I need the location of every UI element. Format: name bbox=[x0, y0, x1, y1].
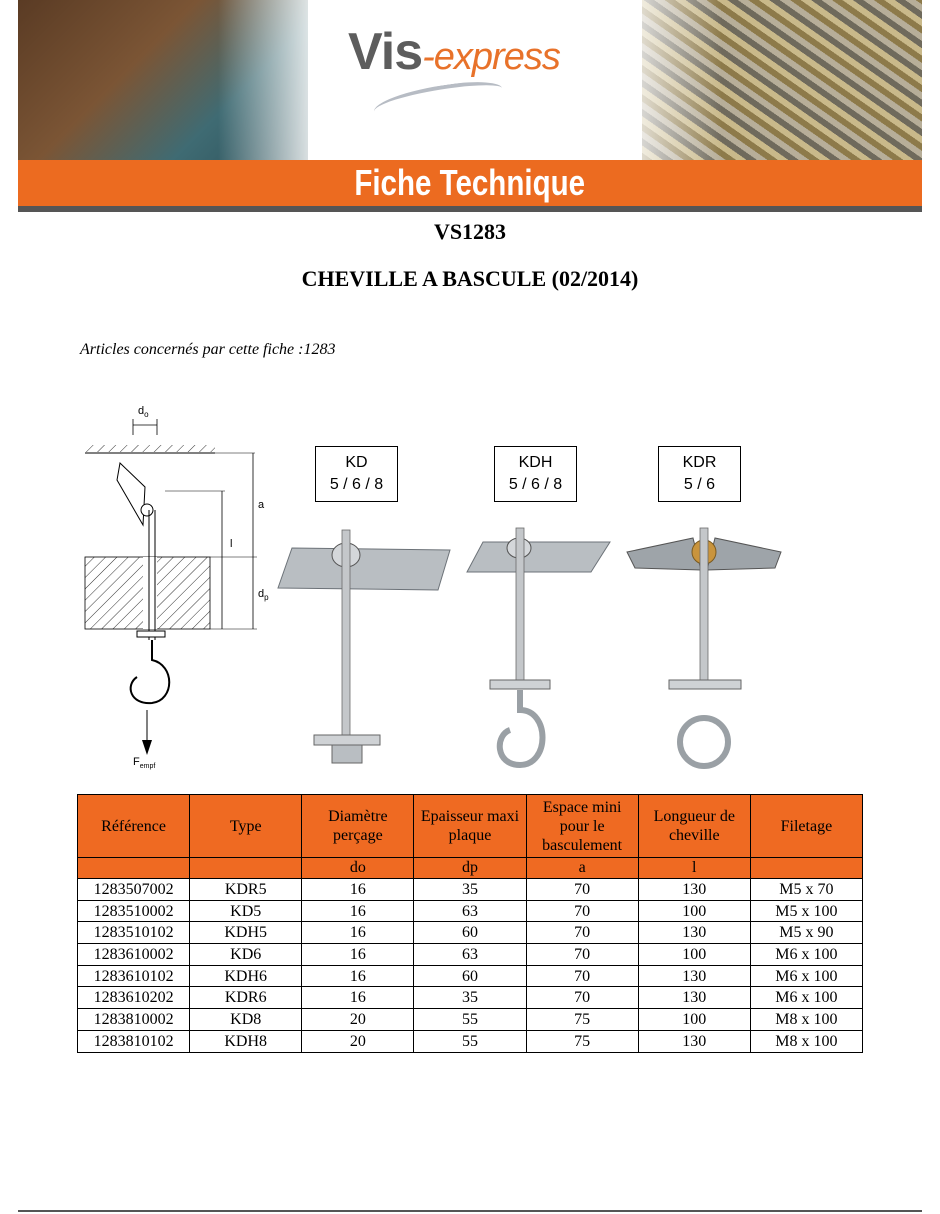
table-cell: 60 bbox=[414, 922, 526, 944]
table-cell: M8 x 100 bbox=[750, 1009, 862, 1031]
col-reference: Référence bbox=[78, 795, 190, 858]
document-title: CHEVILLE A BASCULE (02/2014) bbox=[301, 266, 639, 291]
table-cell: 1283510102 bbox=[78, 922, 190, 944]
table-row bbox=[78, 1009, 863, 1031]
table-cell: 16 bbox=[302, 922, 414, 944]
col-espace: Espace mini pour le basculement bbox=[526, 795, 638, 858]
table-cell: 130 bbox=[638, 879, 750, 901]
table-cell: 100 bbox=[638, 944, 750, 966]
col-longueur: Longueur de cheville bbox=[638, 795, 750, 858]
label-a: a bbox=[258, 499, 265, 511]
table-cell: 16 bbox=[302, 879, 414, 901]
table-cell: M6 x 100 bbox=[750, 987, 862, 1009]
table-cell: KD5 bbox=[190, 900, 302, 922]
table-cell: KDH8 bbox=[190, 1030, 302, 1052]
table-cell: KDH6 bbox=[190, 965, 302, 987]
table-row bbox=[78, 987, 863, 1009]
table-cell: 35 bbox=[414, 879, 526, 901]
table-cell: 130 bbox=[638, 922, 750, 944]
col-filetage: Filetage bbox=[750, 795, 862, 858]
table-cell: 130 bbox=[638, 965, 750, 987]
table-cell: 70 bbox=[526, 900, 638, 922]
table-cell: M6 x 100 bbox=[750, 965, 862, 987]
table-cell: 70 bbox=[526, 965, 638, 987]
table-cell: 70 bbox=[526, 987, 638, 1009]
table-cell: KD6 bbox=[190, 944, 302, 966]
table-cell: 75 bbox=[526, 1030, 638, 1052]
brand-logo: Vis-express bbox=[348, 23, 560, 81]
table-cell: KDR5 bbox=[190, 879, 302, 901]
table-cell: 130 bbox=[638, 987, 750, 1009]
table-cell: 63 bbox=[414, 944, 526, 966]
table-cell: 55 bbox=[414, 1030, 526, 1052]
table-cell: M8 x 100 bbox=[750, 1030, 862, 1052]
product-image-kd bbox=[270, 520, 460, 775]
table-cell: M5 x 100 bbox=[750, 900, 862, 922]
product-image-kdh bbox=[465, 520, 615, 775]
label-dp: $d_p$ bbox=[258, 588, 269, 602]
banner-title: Fiche Technique bbox=[354, 162, 586, 203]
table-cell: 16 bbox=[302, 944, 414, 966]
product-label-kd: KD 5 / 6 / 8 bbox=[315, 446, 398, 502]
specification-table bbox=[77, 794, 863, 1053]
col-epaisseur: Epaisseur maxi plaque bbox=[414, 795, 526, 858]
col-diametre: Diamètre perçage bbox=[302, 795, 414, 858]
table-cell: 1283610102 bbox=[78, 965, 190, 987]
table-cell: KD8 bbox=[190, 1009, 302, 1031]
articles-line: Articles concernés par cette fiche :1283 bbox=[80, 341, 336, 358]
product-label-kdh: KDH 5 / 6 / 8 bbox=[494, 446, 577, 502]
label-l: l bbox=[230, 538, 233, 550]
table-header-row bbox=[78, 795, 863, 858]
banner-title-bar bbox=[18, 160, 922, 206]
table-cell: 55 bbox=[414, 1009, 526, 1031]
table-row bbox=[78, 965, 863, 987]
label-d0: $d_o$ bbox=[138, 405, 149, 419]
product-label-kdr: KDR 5 / 6 bbox=[658, 446, 741, 502]
table-cell: 1283610202 bbox=[78, 987, 190, 1009]
product-code: VS1283 bbox=[433, 219, 507, 244]
banner-divider bbox=[18, 206, 922, 212]
table-cell: 60 bbox=[414, 965, 526, 987]
table-row bbox=[78, 900, 863, 922]
table-cell: KDR6 bbox=[190, 987, 302, 1009]
table-cell: 70 bbox=[526, 879, 638, 901]
table-cell: 70 bbox=[526, 944, 638, 966]
table-cell: 1283507002 bbox=[78, 879, 190, 901]
table-cell: M5 x 90 bbox=[750, 922, 862, 944]
table-row bbox=[78, 1030, 863, 1052]
table-row bbox=[78, 879, 863, 901]
table-row bbox=[78, 922, 863, 944]
logo-swoosh bbox=[372, 77, 505, 123]
header-banner bbox=[18, 0, 922, 160]
table-unit-row: do dp a l bbox=[78, 858, 863, 879]
table-cell: 16 bbox=[302, 965, 414, 987]
footer-divider bbox=[18, 1210, 922, 1212]
table-cell: 16 bbox=[302, 987, 414, 1009]
col-type: Type bbox=[190, 795, 302, 858]
table-cell: KDH5 bbox=[190, 922, 302, 944]
technical-diagram bbox=[75, 395, 285, 780]
table-cell: 1283810102 bbox=[78, 1030, 190, 1052]
table-row bbox=[78, 944, 863, 966]
table-cell: 63 bbox=[414, 900, 526, 922]
product-image-kdr bbox=[625, 520, 785, 775]
table-cell: M6 x 100 bbox=[750, 944, 862, 966]
table-cell: 100 bbox=[638, 900, 750, 922]
table-cell: 1283810002 bbox=[78, 1009, 190, 1031]
table-cell: 16 bbox=[302, 900, 414, 922]
table-cell: 70 bbox=[526, 922, 638, 944]
table-cell: 130 bbox=[638, 1030, 750, 1052]
table-cell: 35 bbox=[414, 987, 526, 1009]
table-cell: 75 bbox=[526, 1009, 638, 1031]
table-cell: M5 x 70 bbox=[750, 879, 862, 901]
label-force: $F_{empf}$ bbox=[133, 756, 156, 770]
table-cell: 1283510002 bbox=[78, 900, 190, 922]
table-cell: 20 bbox=[302, 1009, 414, 1031]
table-cell: 1283610002 bbox=[78, 944, 190, 966]
table-cell: 100 bbox=[638, 1009, 750, 1031]
table-cell: 20 bbox=[302, 1030, 414, 1052]
